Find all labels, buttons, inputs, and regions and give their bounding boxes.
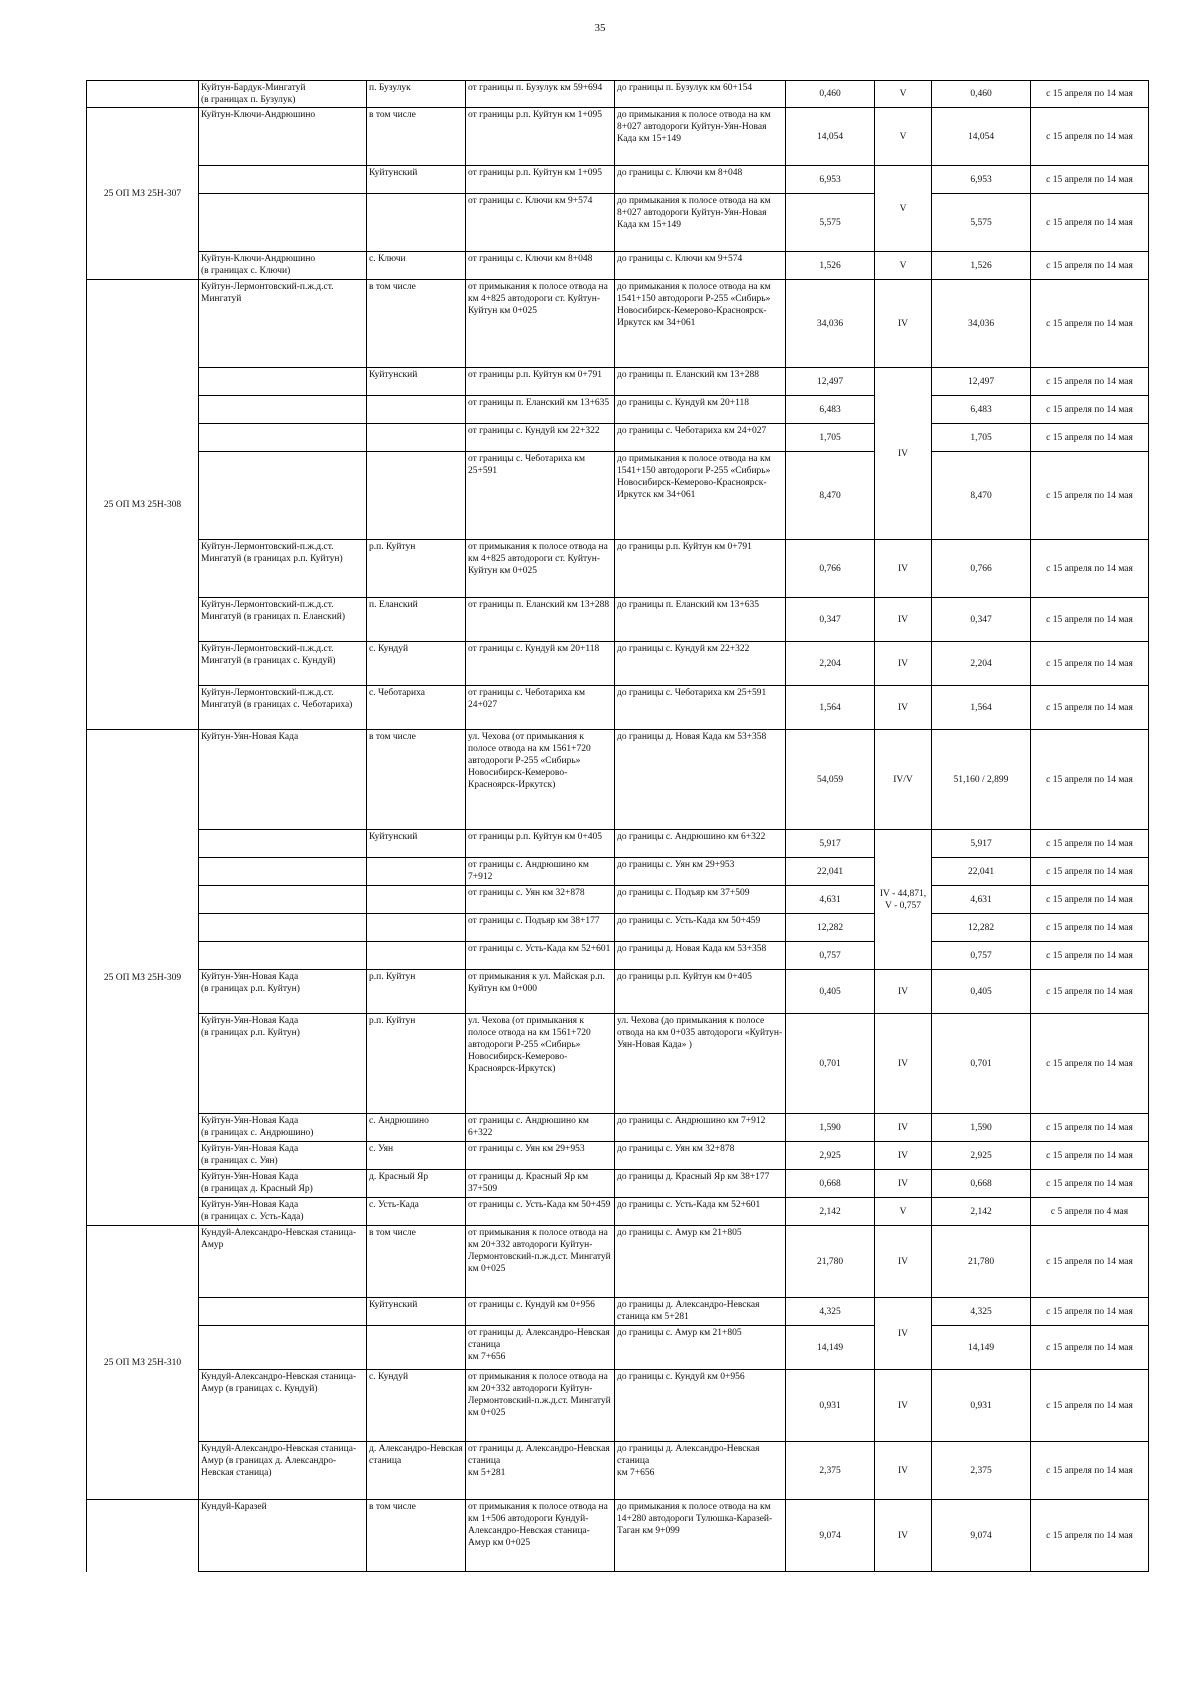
from-cell: от границы п. Еланский км 13+288 (466, 598, 615, 642)
to-cell: до примыкания к полосе отвода на км 14+280 автодороги Тулюшка-Каразей-Таган км 9+099 (615, 1500, 786, 1572)
settlement-cell: в том числе (367, 730, 466, 830)
load-length-cell: 1,590 (932, 1114, 1031, 1142)
from-cell: от границы с. Подъяр км 38+177 (466, 914, 615, 942)
to-cell: до границы п. Еланский км 13+288 (615, 368, 786, 396)
from-cell: от границы с. Кундуй км 22+322 (466, 424, 615, 452)
from-cell: от границы с. Усть-Када км 52+601 (466, 942, 615, 970)
category-cell: V (875, 252, 932, 280)
period-cell: с 5 апреля по 4 мая (1031, 1198, 1149, 1226)
load-length-cell: 6,953 (932, 166, 1031, 194)
length-cell: 54,059 (786, 730, 875, 830)
table-row (87, 886, 1149, 914)
to-cell: до границы с. Кундуй км 22+322 (615, 642, 786, 686)
road-code-cell: 25 ОП МЗ 25Н-308 (87, 280, 199, 730)
name-cell (199, 424, 367, 452)
name-cell (199, 942, 367, 970)
to-cell: до границы д. Александро-Невская станица км 7+656 (615, 1442, 786, 1500)
category-cell: IV (875, 1500, 932, 1572)
to-cell: до границы д. Александро-Невская станица км 5+281 (615, 1298, 786, 1326)
load-length-cell: 2,925 (932, 1142, 1031, 1170)
name-cell (199, 886, 367, 914)
period-cell: с 15 апреля по 14 мая (1031, 642, 1149, 686)
period-cell: с 15 апреля по 14 мая (1031, 1326, 1149, 1370)
load-length-cell: 0,757 (932, 942, 1031, 970)
to-cell: до границы р.п. Куйтун км 0+791 (615, 540, 786, 598)
settlement-cell: Куйтунский (367, 368, 466, 396)
load-length-cell: 4,325 (932, 1298, 1031, 1326)
length-cell: 0,460 (786, 81, 875, 108)
length-cell: 2,925 (786, 1142, 875, 1170)
to-cell: до границы с. Амур км 21+805 (615, 1226, 786, 1298)
name-cell: Куйтун-Лермонтовский-п.ж.д.ст. Мингатуй (в границах с. Чеботариха) (199, 686, 367, 730)
period-cell: с 15 апреля по 14 мая (1031, 598, 1149, 642)
from-cell: от границы с. Ключи км 9+574 (466, 194, 615, 252)
category-cell: V (875, 166, 932, 252)
load-length-cell: 51,160 / 2,899 (932, 730, 1031, 830)
load-length-cell: 1,526 (932, 252, 1031, 280)
from-cell: от границы с. Андрюшино км 6+322 (466, 1114, 615, 1142)
to-cell: до границы с. Уян км 32+878 (615, 1142, 786, 1170)
settlement-cell (367, 914, 466, 942)
period-cell: с 15 апреля по 14 мая (1031, 1170, 1149, 1198)
period-cell: с 15 апреля по 14 мая (1031, 730, 1149, 830)
table-row (87, 1226, 1149, 1298)
to-cell: до границы с. Усть-Када км 50+459 (615, 914, 786, 942)
from-cell: от границы д. Александро-Невская станица км 7+656 (466, 1326, 615, 1370)
table-row (87, 396, 1149, 424)
to-cell: до границы с. Чеботариха км 24+027 (615, 424, 786, 452)
to-cell: до границы с. Кундуй км 0+956 (615, 1370, 786, 1442)
period-cell: с 15 апреля по 14 мая (1031, 830, 1149, 858)
to-cell: до границы с. Ключи км 8+048 (615, 166, 786, 194)
length-cell: 0,766 (786, 540, 875, 598)
name-cell (199, 194, 367, 252)
length-cell: 5,917 (786, 830, 875, 858)
table-row (87, 1326, 1149, 1370)
name-cell (199, 830, 367, 858)
from-cell: от границы с. Усть-Када км 50+459 (466, 1198, 615, 1226)
settlement-cell: Куйтунский (367, 830, 466, 858)
length-cell: 0,347 (786, 598, 875, 642)
length-cell: 21,780 (786, 1226, 875, 1298)
load-length-cell: 0,766 (932, 540, 1031, 598)
settlement-cell: р.п. Куйтун (367, 1014, 466, 1114)
name-cell (199, 1298, 367, 1326)
table-row (87, 970, 1149, 1014)
road-code-cell (87, 1500, 199, 1572)
period-cell: с 15 апреля по 14 мая (1031, 1014, 1149, 1114)
to-cell: до границы с. Уян км 29+953 (615, 858, 786, 886)
load-length-cell: 0,347 (932, 598, 1031, 642)
to-cell: до границы с. Подъяр км 37+509 (615, 886, 786, 914)
period-cell: с 15 апреля по 14 мая (1031, 540, 1149, 598)
to-cell: до примыкания к полосе отвода на км 1541+150 автодороги Р-255 «Сибирь» Новосибирск-Кемерово-Красноярск-Иркутск км 34+061 (615, 452, 786, 540)
from-cell: ул. Чехова (от примыкания к полосе отвода на км 1561+720 автодороги Р-255 «Сибирь» Новосибирск-Кемерово-Красноярск-Иркутск) (466, 730, 615, 830)
length-cell: 0,757 (786, 942, 875, 970)
load-length-cell: 34,036 (932, 280, 1031, 368)
table-row (87, 424, 1149, 452)
from-cell: от границы с. Кундуй км 20+118 (466, 642, 615, 686)
settlement-cell: п. Бузулук (367, 81, 466, 108)
to-cell: до примыкания к полосе отвода на км 1541+150 автодороги Р-255 «Сибирь» Новосибирск-Кемерово-Красноярск-Иркутск км 34+061 (615, 280, 786, 368)
from-cell: от границы р.п. Куйтун км 1+095 (466, 166, 615, 194)
period-cell: с 15 апреля по 14 мая (1031, 396, 1149, 424)
length-cell: 4,631 (786, 886, 875, 914)
load-length-cell: 5,575 (932, 194, 1031, 252)
settlement-cell (367, 452, 466, 540)
length-cell: 14,149 (786, 1326, 875, 1370)
table-row (87, 1298, 1149, 1326)
length-cell: 22,041 (786, 858, 875, 886)
table-row (87, 108, 1149, 166)
to-cell: до границы с. Чеботариха км 25+591 (615, 686, 786, 730)
from-cell: от границы п. Бузулук км 59+694 (466, 81, 615, 108)
length-cell: 0,701 (786, 1014, 875, 1114)
category-cell: IV (875, 1170, 932, 1198)
length-cell: 4,325 (786, 1298, 875, 1326)
load-length-cell: 6,483 (932, 396, 1031, 424)
table-row (87, 642, 1149, 686)
name-cell: Куйтун-Уян-Новая Када (в границах с. Андрюшино) (199, 1114, 367, 1142)
load-length-cell: 1,564 (932, 686, 1031, 730)
table-row (87, 914, 1149, 942)
name-cell (199, 166, 367, 194)
category-cell: IV (875, 1226, 932, 1298)
table-row (87, 540, 1149, 598)
settlement-cell: в том числе (367, 1226, 466, 1298)
period-cell: с 15 апреля по 14 мая (1031, 280, 1149, 368)
load-length-cell: 0,931 (932, 1370, 1031, 1442)
from-cell: от границы с. Андрюшино км 7+912 (466, 858, 615, 886)
name-cell: Кундуй-Александро-Невская станица-Амур (199, 1226, 367, 1298)
name-cell: Кундуй-Александро-Невская станица-Амур (в границах д. Александро-Невская станица) (199, 1442, 367, 1500)
period-cell: с 15 апреля по 14 мая (1031, 1298, 1149, 1326)
period-cell: с 15 апреля по 14 мая (1031, 686, 1149, 730)
period-cell: с 15 апреля по 14 мая (1031, 1142, 1149, 1170)
settlement-cell: Куйтунский (367, 166, 466, 194)
category-cell: IV/V (875, 730, 932, 830)
category-cell: V (875, 108, 932, 166)
settlement-cell (367, 886, 466, 914)
length-cell: 6,953 (786, 166, 875, 194)
to-cell: до границы п. Бузулук км 60+154 (615, 81, 786, 108)
name-cell: Куйтун-Уян-Новая Када (в границах р.п. Куйтун) (199, 970, 367, 1014)
period-cell: с 15 апреля по 14 мая (1031, 914, 1149, 942)
table-row (87, 81, 1149, 108)
table-row (87, 730, 1149, 830)
length-cell: 0,668 (786, 1170, 875, 1198)
table-row (87, 1370, 1149, 1442)
settlement-cell: с. Усть-Када (367, 1198, 466, 1226)
load-length-cell: 21,780 (932, 1226, 1031, 1298)
name-cell (199, 858, 367, 886)
settlement-cell: р.п. Куйтун (367, 540, 466, 598)
name-cell (199, 368, 367, 396)
period-cell: с 15 апреля по 14 мая (1031, 1114, 1149, 1142)
period-cell: с 15 апреля по 14 мая (1031, 368, 1149, 396)
name-cell: Куйтун-Ключи-Андрюшино (в границах с. Ключи) (199, 252, 367, 280)
category-cell: V (875, 1198, 932, 1226)
from-cell: от границы с. Чеботариха км 25+591 (466, 452, 615, 540)
load-length-cell: 0,701 (932, 1014, 1031, 1114)
table-row (87, 1500, 1149, 1572)
length-cell: 9,074 (786, 1500, 875, 1572)
settlement-cell (367, 194, 466, 252)
period-cell: с 15 апреля по 14 мая (1031, 1500, 1149, 1572)
settlement-cell (367, 1326, 466, 1370)
name-cell (199, 1326, 367, 1370)
table-row (87, 686, 1149, 730)
from-cell: от границы с. Уян км 32+878 (466, 886, 615, 914)
load-length-cell: 0,460 (932, 81, 1031, 108)
category-cell: V (875, 81, 932, 108)
settlement-cell: Куйтунский (367, 1298, 466, 1326)
to-cell: до границы д. Красный Яр км 38+177 (615, 1170, 786, 1198)
load-length-cell: 22,041 (932, 858, 1031, 886)
name-cell: Куйтун-Уян-Новая Када (в границах р.п. Куйтун) (199, 1014, 367, 1114)
category-cell: IV (875, 1014, 932, 1114)
from-cell: от границы с. Кундуй км 0+956 (466, 1298, 615, 1326)
name-cell: Куйтун-Лермонтовский-п.ж.д.ст. Мингатуй (в границах п. Еланский) (199, 598, 367, 642)
settlement-cell: в том числе (367, 1500, 466, 1572)
to-cell: до границы с. Андрюшино км 6+322 (615, 830, 786, 858)
from-cell: от примыкания к полосе отвода на км 4+825 автодороги ст. Куйтун-Куйтун км 0+025 (466, 540, 615, 598)
name-cell: Куйтун-Ключи-Андрюшино (199, 108, 367, 166)
settlement-cell: с. Ключи (367, 252, 466, 280)
category-cell: IV (875, 642, 932, 686)
from-cell: ул. Чехова (от примыкания к полосе отвода на км 1561+720 автодороги Р-255 «Сибирь» Новосибирск-Кемерово-Красноярск-Иркутск) (466, 1014, 615, 1114)
table-row (87, 252, 1149, 280)
period-cell: с 15 апреля по 14 мая (1031, 166, 1149, 194)
load-length-cell: 0,668 (932, 1170, 1031, 1198)
settlement-cell: д. Красный Яр (367, 1170, 466, 1198)
name-cell: Куйтун-Уян-Новая Када (199, 730, 367, 830)
settlement-cell: р.п. Куйтун (367, 970, 466, 1014)
page-number: 35 (594, 22, 606, 34)
category-cell: IV (875, 598, 932, 642)
table-row (87, 1014, 1149, 1114)
to-cell: до границы д. Новая Када км 53+358 (615, 730, 786, 830)
period-cell: с 15 апреля по 14 мая (1031, 1370, 1149, 1442)
length-cell: 8,470 (786, 452, 875, 540)
road-code-cell: 25 ОП МЗ 25Н-310 (87, 1226, 199, 1500)
table-row (87, 166, 1149, 194)
name-cell: Куйтун-Уян-Новая Када (в границах с. Усть-Када) (199, 1198, 367, 1226)
settlement-cell (367, 858, 466, 886)
load-length-cell: 8,470 (932, 452, 1031, 540)
length-cell: 0,931 (786, 1370, 875, 1442)
to-cell: до границы с. Андрюшино км 7+912 (615, 1114, 786, 1142)
from-cell: от границы с. Ключи км 8+048 (466, 252, 615, 280)
load-length-cell: 2,375 (932, 1442, 1031, 1500)
period-cell: с 15 апреля по 14 мая (1031, 452, 1149, 540)
table-row (87, 858, 1149, 886)
from-cell: от границы с. Чеботариха км 24+027 (466, 686, 615, 730)
table-row (87, 1114, 1149, 1142)
settlement-cell: с. Кундуй (367, 642, 466, 686)
name-cell: Куйтун-Уян-Новая Када (в границах с. Уян) (199, 1142, 367, 1170)
period-cell: с 15 апреля по 14 мая (1031, 1442, 1149, 1500)
to-cell: до примыкания к полосе отвода на км 8+027 автодороги Куйтун-Уян-Новая Када км 15+149 (615, 108, 786, 166)
category-cell: IV (875, 1114, 932, 1142)
period-cell: с 15 апреля по 14 мая (1031, 970, 1149, 1014)
load-length-cell: 1,705 (932, 424, 1031, 452)
to-cell: до границы с. Ключи км 9+574 (615, 252, 786, 280)
from-cell: от примыкания к полосе отвода на км 1+506 автодороги Кундуй-Александро-Невская станица-Амур км 0+025 (466, 1500, 615, 1572)
category-cell: IV (875, 1298, 932, 1370)
load-length-cell: 9,074 (932, 1500, 1031, 1572)
length-cell: 1,705 (786, 424, 875, 452)
category-cell: IV - 44,871, V - 0,757 (875, 830, 932, 970)
settlement-cell (367, 396, 466, 424)
load-length-cell: 14,054 (932, 108, 1031, 166)
table-row (87, 830, 1149, 858)
road-code-cell: 25 ОП МЗ 25Н-309 (87, 730, 199, 1226)
name-cell (199, 452, 367, 540)
to-cell: до границы с. Усть-Када км 52+601 (615, 1198, 786, 1226)
from-cell: от границы р.п. Куйтун км 0+405 (466, 830, 615, 858)
length-cell: 2,142 (786, 1198, 875, 1226)
table-row (87, 194, 1149, 252)
table-row (87, 1170, 1149, 1198)
period-cell: с 15 апреля по 14 мая (1031, 1226, 1149, 1298)
length-cell: 12,497 (786, 368, 875, 396)
length-cell: 34,036 (786, 280, 875, 368)
length-cell: 0,405 (786, 970, 875, 1014)
from-cell: от примыкания к полосе отвода на км 20+332 автодороги Куйтун-Лермонтовский-п.ж.д.ст. Мингатуй км 0+025 (466, 1370, 615, 1442)
table-row (87, 368, 1149, 396)
from-cell: от примыкания к полосе отвода на км 4+825 автодороги ст. Куйтун-Куйтун км 0+025 (466, 280, 615, 368)
from-cell: от примыкания к ул. Майская р.п. Куйтун км 0+000 (466, 970, 615, 1014)
length-cell: 6,483 (786, 396, 875, 424)
category-cell: IV (875, 368, 932, 540)
settlement-cell: п. Еланский (367, 598, 466, 642)
to-cell: до границы с. Амур км 21+805 (615, 1326, 786, 1370)
category-cell: IV (875, 540, 932, 598)
table-row (87, 1198, 1149, 1226)
settlement-cell (367, 942, 466, 970)
to-cell: до границы р.п. Куйтун км 0+405 (615, 970, 786, 1014)
period-cell: с 15 апреля по 14 мая (1031, 942, 1149, 970)
road-code-cell: 25 ОП МЗ 25Н-307 (87, 108, 199, 280)
table-row (87, 942, 1149, 970)
from-cell: от границы р.п. Куйтун км 1+095 (466, 108, 615, 166)
from-cell: от границы п. Еланский км 13+635 (466, 396, 615, 424)
name-cell: Кундуй-Александро-Невская станица-Амур (в границах с. Кундуй) (199, 1370, 367, 1442)
settlement-cell (367, 424, 466, 452)
from-cell: от примыкания к полосе отвода на км 20+332 автодороги Куйтун-Лермонтовский-п.ж.д.ст. Мингатуй км 0+025 (466, 1226, 615, 1298)
name-cell (199, 914, 367, 942)
from-cell: от границы р.п. Куйтун км 0+791 (466, 368, 615, 396)
settlement-cell: с. Андрюшино (367, 1114, 466, 1142)
name-cell: Куйтун-Бардук-Мингатуй (в границах п. Бузулук) (199, 81, 367, 108)
from-cell: от границы д. Александро-Невская станица км 5+281 (466, 1442, 615, 1500)
to-cell: до границы д. Новая Када км 53+358 (615, 942, 786, 970)
from-cell: от границы д. Красный Яр км 37+509 (466, 1170, 615, 1198)
category-cell: IV (875, 1370, 932, 1442)
name-cell (199, 396, 367, 424)
load-length-cell: 12,282 (932, 914, 1031, 942)
load-length-cell: 14,149 (932, 1326, 1031, 1370)
name-cell: Куйтун-Лермонтовский-п.ж.д.ст. Мингатуй (в границах с. Кундуй) (199, 642, 367, 686)
period-cell: с 15 апреля по 14 мая (1031, 858, 1149, 886)
to-cell: ул. Чехова (до примыкания к полосе отвода на км 0+035 автодороги «Куйтун-Уян-Новая Када» ) (615, 1014, 786, 1114)
period-cell: с 15 апреля по 14 мая (1031, 252, 1149, 280)
load-length-cell: 2,204 (932, 642, 1031, 686)
table-row (87, 1442, 1149, 1500)
to-cell: до границы с. Кундуй км 20+118 (615, 396, 786, 424)
period-cell: с 15 апреля по 14 мая (1031, 886, 1149, 914)
table-row (87, 1142, 1149, 1170)
name-cell: Куйтун-Лермонтовский-п.ж.д.ст. Мингатуй (199, 280, 367, 368)
length-cell: 12,282 (786, 914, 875, 942)
category-cell: IV (875, 1442, 932, 1500)
period-cell: с 15 апреля по 14 мая (1031, 81, 1149, 108)
length-cell: 1,590 (786, 1114, 875, 1142)
category-cell: IV (875, 686, 932, 730)
to-cell: до границы п. Еланский км 13+635 (615, 598, 786, 642)
length-cell: 14,054 (786, 108, 875, 166)
settlement-cell: с. Кундуй (367, 1370, 466, 1442)
load-length-cell: 5,917 (932, 830, 1031, 858)
length-cell: 5,575 (786, 194, 875, 252)
settlement-cell: с. Чеботариха (367, 686, 466, 730)
settlement-cell: с. Уян (367, 1142, 466, 1170)
category-cell: IV (875, 1142, 932, 1170)
category-cell: IV (875, 280, 932, 368)
load-length-cell: 0,405 (932, 970, 1031, 1014)
name-cell: Куйтун-Уян-Новая Када (в границах д. Красный Яр) (199, 1170, 367, 1198)
category-cell: IV (875, 970, 932, 1014)
name-cell: Кундуй-Каразей (199, 1500, 367, 1572)
period-cell: с 15 апреля по 14 мая (1031, 194, 1149, 252)
load-length-cell: 4,631 (932, 886, 1031, 914)
load-length-cell: 12,497 (932, 368, 1031, 396)
settlement-cell: в том числе (367, 108, 466, 166)
to-cell: до примыкания к полосе отвода на км 8+027 автодороги Куйтун-Уян-Новая Када км 15+149 (615, 194, 786, 252)
road-code-cell (87, 81, 199, 108)
from-cell: от границы с. Уян км 29+953 (466, 1142, 615, 1170)
length-cell: 1,564 (786, 686, 875, 730)
length-cell: 1,526 (786, 252, 875, 280)
table-row (87, 280, 1149, 368)
table-row (87, 598, 1149, 642)
settlement-cell: д. Александро-Невская станица (367, 1442, 466, 1500)
road-restrictions-table (86, 80, 1149, 1572)
period-cell: с 15 апреля по 14 мая (1031, 108, 1149, 166)
settlement-cell: в том числе (367, 280, 466, 368)
load-length-cell: 2,142 (932, 1198, 1031, 1226)
table-row (87, 452, 1149, 540)
name-cell: Куйтун-Лермонтовский-п.ж.д.ст. Мингатуй (в границах р.п. Куйтун) (199, 540, 367, 598)
period-cell: с 15 апреля по 14 мая (1031, 424, 1149, 452)
length-cell: 2,204 (786, 642, 875, 686)
length-cell: 2,375 (786, 1442, 875, 1500)
